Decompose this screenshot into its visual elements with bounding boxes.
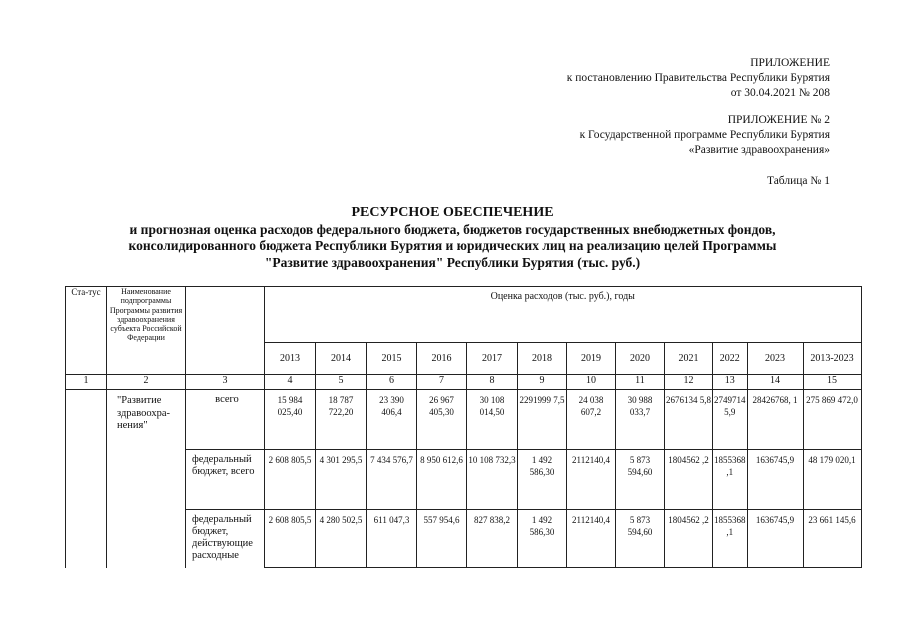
table-row: [66, 450, 862, 510]
status-cell: [66, 390, 107, 568]
value-cell: 1 492 586,30: [518, 450, 567, 510]
value-cell: 23 390 406,4: [367, 390, 417, 450]
title-line-2: и прогнозная оценка расходов федерального бюджета, бюджетов государственных внебюджетных фондов,: [129, 221, 776, 237]
value-cell: 1804562 ,2: [665, 450, 713, 510]
value-cell: 2749714 5,9: [713, 390, 748, 450]
column-number: 12: [665, 375, 713, 390]
value-cell: 26 967 405,30: [417, 390, 467, 450]
value-cell: 275 869 472,0: [803, 390, 861, 450]
appendix-date: от 30.04.2021 № 208: [730, 87, 830, 99]
resource-table: [65, 286, 862, 568]
table-header-row: [66, 287, 862, 343]
column-number: 8: [467, 375, 518, 390]
appendix-2-header: [580, 113, 830, 158]
value-cell: 2676134 5,8: [665, 390, 713, 450]
value-cell: 2112140,4: [567, 510, 616, 568]
estimate-header: Оценка расходов (тыс. руб.), годы: [265, 287, 862, 343]
year-cell: 2022: [713, 343, 748, 375]
appendix-2-program: к Государственной программе Республики Бурятия: [579, 129, 830, 141]
value-cell: 1855368 ,1: [713, 510, 748, 568]
title-line-3: консолидированного бюджета Республики Бурятия и юридических лиц на реализацию целей Программы: [128, 238, 777, 253]
program-name: "Развитие здравоохра-нения": [107, 390, 186, 568]
title-line-4: "Развитие здравоохранения" Республики Бурятия (тыс. руб.): [264, 254, 641, 270]
column-number: 14: [747, 375, 803, 390]
appendix-2-title: ПРИЛОЖЕНИЕ № 2: [727, 114, 830, 126]
year-cell: 2016: [417, 343, 467, 375]
value-cell: 2291999 7,5: [518, 390, 567, 450]
table-row: [66, 390, 862, 450]
value-cell: 15 984 025,40: [265, 390, 316, 450]
column-number: 2: [107, 375, 186, 390]
column-number: 10: [567, 375, 616, 390]
column-number: 9: [518, 375, 567, 390]
column-number: 15: [803, 375, 861, 390]
column-number: 13: [713, 375, 748, 390]
name-header: Наименование подпрограммы Программы развития здравоохранения субъекта Российской Федерации: [107, 287, 186, 375]
year-cell: 2017: [467, 343, 518, 375]
value-cell: 5 873 594,60: [616, 510, 665, 568]
column-number: 4: [265, 375, 316, 390]
value-cell: 611 047,3: [367, 510, 417, 568]
value-cell: 10 108 732,3: [467, 450, 518, 510]
year-cell: 2013-2023: [803, 343, 861, 375]
column-number: 1: [66, 375, 107, 390]
value-cell: 30 108 014,50: [467, 390, 518, 450]
value-cell: 28426768, 1: [747, 390, 803, 450]
value-cell: 5 873 594,60: [616, 450, 665, 510]
row-label: всего: [186, 390, 265, 450]
appendix-2-program-name: «Развитие здравоохранения»: [688, 144, 830, 156]
column-number: 11: [616, 375, 665, 390]
year-cell: 2023: [747, 343, 803, 375]
document-title: [0, 205, 905, 271]
value-cell: 1855368 ,1: [713, 450, 748, 510]
value-cell: 827 838,2: [467, 510, 518, 568]
row-label: федеральный бюджет, всего: [186, 450, 265, 510]
value-cell: 18 787 722,20: [316, 390, 367, 450]
value-cell: 557 954,6: [417, 510, 467, 568]
column-numbers-row: [66, 375, 862, 390]
value-cell: 1636745,9: [747, 450, 803, 510]
value-cell: 1804562 ,2: [665, 510, 713, 568]
table-row: [66, 510, 862, 568]
value-cell: 24 038 607,2: [567, 390, 616, 450]
value-cell: 23 661 145,6: [803, 510, 861, 568]
value-cell: 1 492 586,30: [518, 510, 567, 568]
appendix-decree: к постановлению Правительства Республики Бурятия: [566, 72, 830, 84]
value-cell: 7 434 576,7: [367, 450, 417, 510]
title-main: РЕСУРСНОЕ ОБЕСПЕЧЕНИЕ: [351, 205, 554, 220]
value-cell: 2 608 805,5: [265, 510, 316, 568]
value-cell: 2 608 805,5: [265, 450, 316, 510]
value-cell: 4 301 295,5: [316, 450, 367, 510]
value-cell: 4 280 502,5: [316, 510, 367, 568]
year-cell: 2013: [265, 343, 316, 375]
value-cell: 1636745,9: [747, 510, 803, 568]
value-cell: 8 950 612,6: [417, 450, 467, 510]
year-cell: 2015: [367, 343, 417, 375]
column-number: 6: [367, 375, 417, 390]
value-cell: 30 988 033,7: [616, 390, 665, 450]
year-cell: 2020: [616, 343, 665, 375]
column-number: 7: [417, 375, 467, 390]
value-cell: 2112140,4: [567, 450, 616, 510]
year-cell: 2019: [567, 343, 616, 375]
column-number: 5: [316, 375, 367, 390]
year-cell: 2018: [518, 343, 567, 375]
appendix-header: [567, 56, 830, 101]
table-number: Таблица № 1: [766, 175, 830, 187]
appendix-title: ПРИЛОЖЕНИЕ: [750, 57, 830, 69]
column-number: 3: [186, 375, 265, 390]
status-header: Ста-тус: [66, 287, 107, 375]
label-header: [186, 287, 265, 375]
row-label: федеральный бюджет, действующие расходные: [186, 510, 265, 568]
year-cell: 2014: [316, 343, 367, 375]
year-cell: 2021: [665, 343, 713, 375]
value-cell: 48 179 020,1: [803, 450, 861, 510]
